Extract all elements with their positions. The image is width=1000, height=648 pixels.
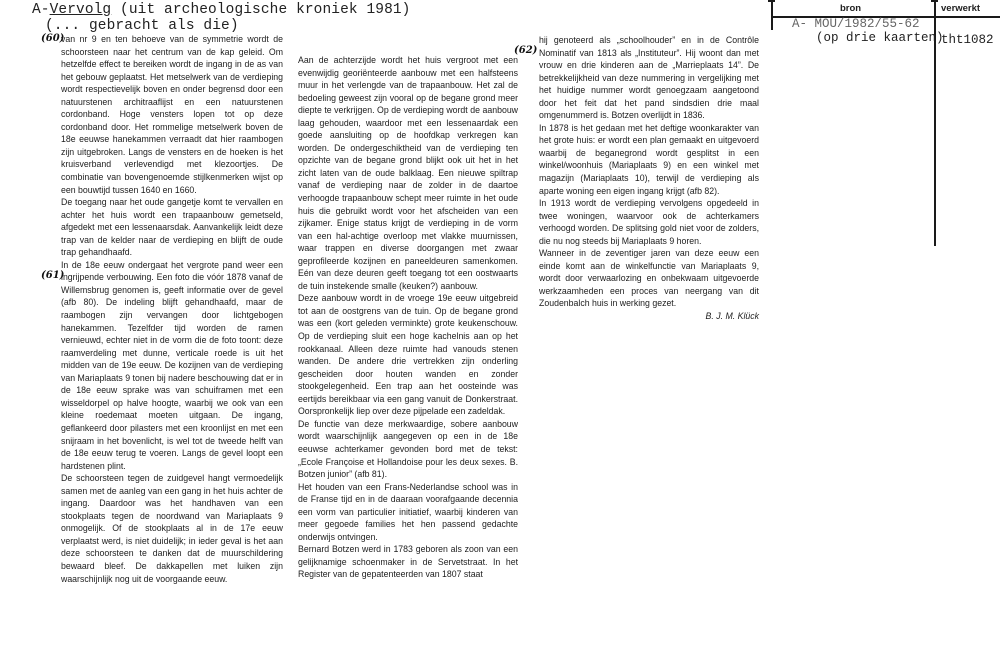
- text-column-1: [61, 33, 283, 585]
- source-note: (op drie kaarten): [816, 31, 944, 45]
- paragraph: van nr 9 en ten behoeve van de symmetrie wordt de schoorsteen naar het centrum van de kap geleid. Om hetzelfde effect te bereiken wordt de ingang in de as van het gebouw geplaatst. Het metselwerk van de verdieping wordt respectievelijk boven en onder begrensd door een natuurstenen architraaflijst en een natuurstenen cordonband. Hoge vensters lopen tot op deze cordonband door. Het rommelige metselwerk boven de 18e eeuwse hanekammen verraadt dat hier raambogen zijn uitgebroken. Langs de vensters en de hoeken is het kruisverband verlevendigd met klezoortjes. De combinatie van bovengenoemde stijlkenmerken wijst op een bouwtijd tussen 1640 en 1660.: [61, 34, 283, 195]
- paragraph: hij genoteerd als „schoolhouder” en in de Contrôle Nominatif van 1813 als „Instituteur”. Hij woont dan met vrouw en drie kinderen aan de „Marrieplaats 14”. De betrekkelijkheid van deze nummering in vergelijking met het huidige nummer wordt genoegzaam aangetoond door het feit dat het pand sindsdien drie maal omgenummerd is. Botzen overlijdt in 1836.: [539, 35, 759, 121]
- paragraph: Wanneer in de zeventiger jaren van deze eeuw een einde komt aan de winkelfunctie van Mariaplaats 9, wordt door verwaarlozing en onbekwaam uitgevoerde werkzaamheden een proces van neergang van dit Zoudenbalch huis in werking gezet.: [539, 248, 759, 309]
- paragraph: Aan de achterzijde wordt het huis vergroot met een evenwijdig georiënteerde aanbouw met een halfsteens muur in het verlengde van de trapaanbouw. Het zal de bedoeling geweest zijn vooral op de begane grond meer diepte te verkrijgen. Op de verdieping wordt de aanbouw laag gehouden, waardoor met een lessenaardak een goede aansluiting op de hoofdkap verkregen kan worden. De ondergeschiktheid van de verdieping ten opzichte van de begane grond blijkt ook uit het in het zicht laten van de oude balklaag. Een nieuwe spiltrap vanaf de verdieping naar de zolder in de daartoe verhoogde trapaanbouw schept meer ruimte in het oude huis die gebruikt wordt voor het afscheiden van een zijkamer. Enige status krijgt de verdieping in de vorm van een hal-achtige overloop met vlakke muurnissen, waar trappen en diverse doorgangen met zwaar geprofileerde kozijnen en paneeldeuren samenkomen. Eén van deze deuren geeft toegang tot een oostwaarts de tuin instekende smalle (keuken?) aanbouw.: [298, 55, 518, 291]
- paragraph: In 1913 wordt de verdieping vervolgens opgedeeld in twee woningen, waarvoor ook de achterkamers verhoogd worden. De splitsing gold niet voor de zolders, die nu nog steeds bij Mariaplaats 9 horen.: [539, 198, 759, 246]
- table-tick-mid: [931, 0, 938, 2]
- paragraph: In 1878 is het gedaan met het deftige woonkarakter van het grote huis: er wordt een plan gemaakt en uitgevoerd waarbij de beganegrond wordt gesplitst in een winkel/woonhuis (Mariaplaats 9) en een winkel met magazijn (Mariaplaats 10), terwijl de verdieping als aparte woning een eigen ingang krijgt (afb 82).: [539, 122, 759, 196]
- paragraph: De functie van deze merkwaardige, sobere aanbouw wordt waarschijnlijk aangegeven op een in de 18e eeuwse achterkamer gevonden bord met de tekst: „Ecole Françoise et Hollandoise pour les deux sexes. B. Botzen junior” (afb 81).: [298, 418, 518, 480]
- table-rule-left: [771, 0, 773, 30]
- paragraph: Het houden van een Frans-Nederlandse school was in de Franse tijd en in de daaraan voorafgaande decennia een vorm van particulier initiatief, waarbij kinderen van meer gegoede families het hen passend gedachte onderwijs ontvingen.: [298, 481, 518, 542]
- processed-code: tht1082: [941, 33, 994, 47]
- paragraph: Bernard Botzen werd in 1783 geboren als zoon van een gelijknamige schoenmaker in de Servetstraat. In het Register van de gepatenteerden van 1807 staat: [298, 544, 518, 580]
- source-reference: A- MOU/1982/55-62: [792, 17, 920, 31]
- header-subtitle: (... gebracht als die): [45, 18, 239, 34]
- paragraph: De schoorsteen tegen de zuidgevel hangt vermoedelijk samen met de aanleg van een gang in het huis achter de ingang. Daardoor was het handhaven van een stookplaats tegen de noordwand van Mariaplaats 9 onmogelijk. Of de stookplaats al in de 17e eeuw verplaatst werd, is niet duidelijk; in ieder geval is het aan deze schoorsteen te danken dat de muurschildering bewaard bleef. De dakkapellen met luiken zijn waarschijnlijk nog uit de voorgaande eeuw.: [61, 473, 283, 584]
- margin-page-note: (62): [514, 45, 538, 56]
- text-column-3: [539, 34, 759, 323]
- table-tick-left: [768, 0, 775, 2]
- text-column-2: [298, 54, 518, 581]
- header-title-underlined: Vervolg: [49, 2, 112, 18]
- header-title-rest: (uit archeologische kroniek 1981): [111, 2, 411, 18]
- author-signature: B. J. M. Klück: [705, 311, 759, 322]
- header-title: [32, 2, 410, 18]
- margin-page-note: (61): [41, 270, 65, 281]
- paragraph: In de 18e eeuw ondergaat het vergrote pand weer een ingrijpende verbouwing. Een foto die vóór 1878 vanaf de Willemsbrug genomen is, geeft informatie over de gevel (afb 80). De indeling blijft gehandhaafd, maar de raambogen zijn vervangen door lichtgebogen hanekammen. Tezelfder tijd worden de ramen vernieuwd, echter niet in de vorm die de foto toont: deze raamverdeling met dunne, verticale roede is uit het midden van de 19e eeuw. De kozijnen van de verdieping van Mariaplaats 9 tonen bij nadere beschouwing dat er in de 18e eeuw sprake was van schuiframen met een wisseldorpel op halve hoogte, waarbij we ook van een kleine roedemaat moeten uitgaan. De ingang, geflankeerd door pilasters met een kroonlijst en met een snijraam in het bovenlicht, is wel tot de tweede helft van de 18e eeuw terug te voeren. Langs de gevel loopt een hardstenen plint.: [61, 259, 283, 471]
- paragraph: Deze aanbouw wordt in de vroege 19e eeuw uitgebreid tot aan de oostgrens van de tuin. Op de begane grond was een (kort geleden verminkte) grote keukenschouw. Op de verdieping sluit een hoge kachelnis aan op het rookkanaal. Alleen deze ruimte had vanouds stenen wanden. De andere drie vertrekken zijn onderling gescheiden door houten wanden en zonder stookgelegenheid. Een trap aan het oosteinde was eertijds bereikbaar via een gang vanuit de Donkerstraat. Oorspronkelijk liep over deze pijpelade een zadeldak.: [298, 293, 518, 417]
- paragraph: De toegang naar het oude gangetje komt te vervallen en achter het huis wordt een trapaanbouw gemetseld, afgedekt met een lessenaarsdak. Aanvankelijk leidt deze trap van de kelder naar de verdieping en blijft de oude trap gehandhaafd.: [61, 197, 283, 258]
- table-header-source: bron: [840, 3, 862, 14]
- margin-page-note: (60): [41, 33, 65, 44]
- header-prefix: A-: [32, 2, 50, 18]
- table-header-processed: verwerkt: [941, 3, 981, 14]
